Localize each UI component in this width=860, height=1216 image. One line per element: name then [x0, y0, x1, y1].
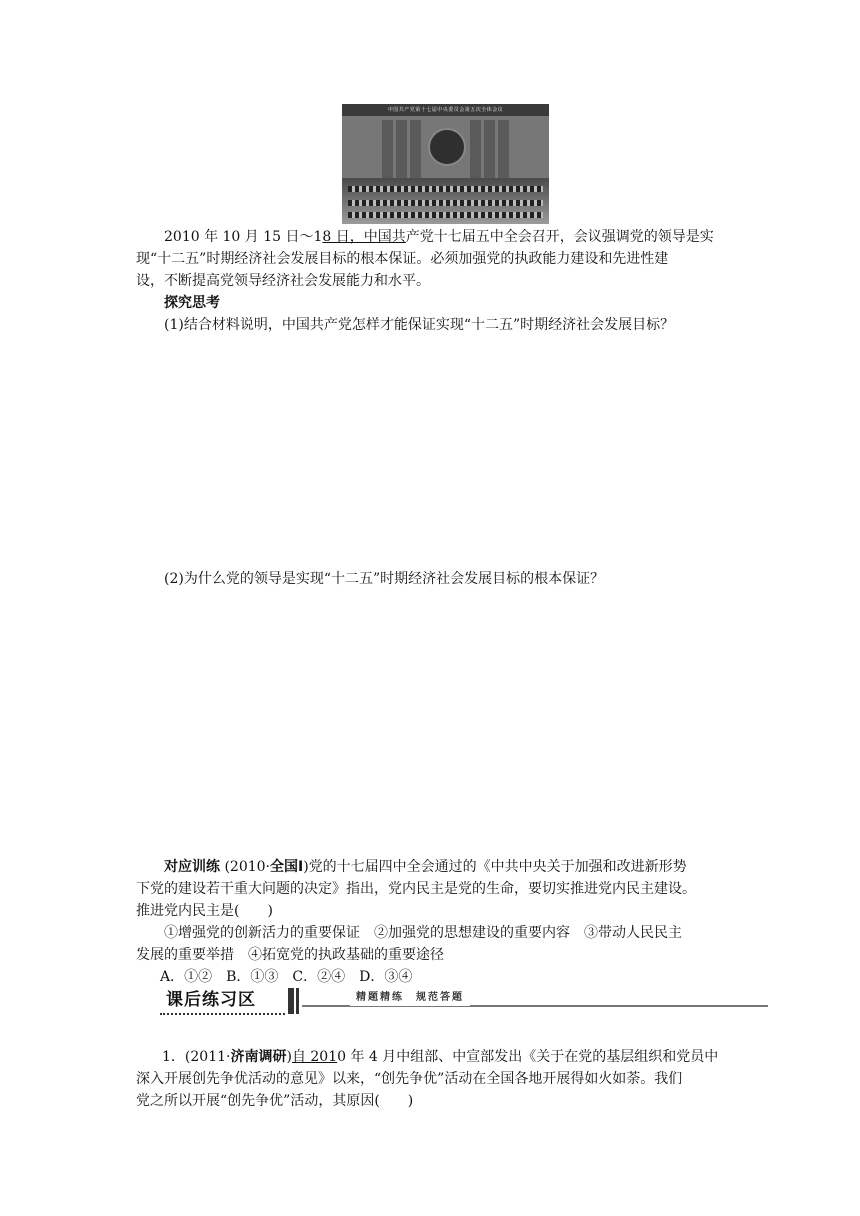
material-paragraph [136, 226, 736, 292]
training-block [136, 856, 736, 988]
exercise-underlined: 自 201 [291, 1049, 338, 1065]
training-stem-first: 党的十七届四中全会通过的《中共中央关于加强和改进新形势 [308, 859, 687, 875]
flag-decoration [470, 120, 481, 178]
exercise-line1: 0 年 4 月中组部、中宣部发出《关于在党的基层组织和党员中 [337, 1049, 719, 1065]
exercise-source-c: ) [286, 1049, 292, 1065]
flag-decoration [498, 120, 509, 178]
photo-banner: 中国共产党第十七届中央委员会第五次全体会议 [342, 104, 549, 116]
training-options-line2: 发展的重要举措 ④拓宽党的执政基础的重要途径 [136, 947, 444, 963]
party-emblem-icon [428, 128, 466, 166]
question-2: (2)为什么党的领导是实现“十二五”时期经济社会发展目标的根本保证？ [164, 571, 605, 587]
exercise-source-b: 济南调研 [230, 1049, 287, 1065]
material-line1: 产党十七届五中全会召开，会议强调党的领导是实 [405, 229, 714, 245]
training-choices: A．①② B．①③ C．②④ D．③④ [160, 969, 413, 985]
training-stem-third: 推进党内民主是( ) [136, 903, 273, 919]
question-1: (1)结合材料说明，中国共产党怎样才能保证实现“十二五”时期经济社会发展目标？ [164, 317, 675, 333]
exercise-1 [136, 1046, 736, 1112]
flag-decoration [410, 120, 421, 178]
section-divider-bar [288, 988, 296, 1014]
material-date-underlined: 8 日，中国共 [322, 229, 406, 245]
material-line3: 设，不断提高党领导经济社会发展能力和水平。 [136, 273, 430, 289]
training-source-close: ) [303, 859, 309, 875]
exercise-number: 1． [162, 1049, 185, 1065]
inquiry-heading: 探究思考 [164, 295, 220, 311]
flag-decoration [484, 120, 495, 178]
material-line2: 现“十二五”时期经济社会发展目标的根本保证。必须加强党的执政能力建设和先进性建 [136, 251, 669, 267]
delegates-row [348, 200, 543, 206]
plenary-session-photo [342, 104, 549, 224]
exercise-line2: 深入开展创先争优活动的意见》以来，“创先争优”活动在全国各地开展得如火如荼。我们 [136, 1071, 683, 1087]
section-title: 课后练习区 [166, 990, 256, 1010]
section-dotted-underline [160, 1013, 285, 1015]
training-source-open: (2010· [224, 859, 270, 875]
training-stem-second: 下党的建设若干重大问题的决定》指出，党内民主是党的生命，要切实推进党内民主建设。 [136, 881, 696, 897]
delegates-row [348, 186, 543, 192]
exercise-line3: 党之所以开展“创先争优”活动，其原因( ) [136, 1093, 414, 1109]
flag-decoration [382, 120, 393, 178]
section-subtitle: 精题精练 规范答题 [350, 990, 470, 1006]
exercise-source-a: (2011· [184, 1049, 231, 1065]
training-options-line1: ①增强党的创新活力的重要保证 ②加强党的思想建设的重要内容 ③带动人民民主 [164, 925, 682, 941]
delegates-row [348, 212, 543, 218]
training-label: 对应训练 [164, 859, 220, 875]
training-source-region: 全国Ⅰ [270, 859, 304, 875]
section-header [160, 986, 768, 1016]
photo-stage [342, 178, 549, 224]
material-date: 2010 年 10 月 15 日～1 [164, 229, 323, 245]
flag-decoration [396, 120, 407, 178]
